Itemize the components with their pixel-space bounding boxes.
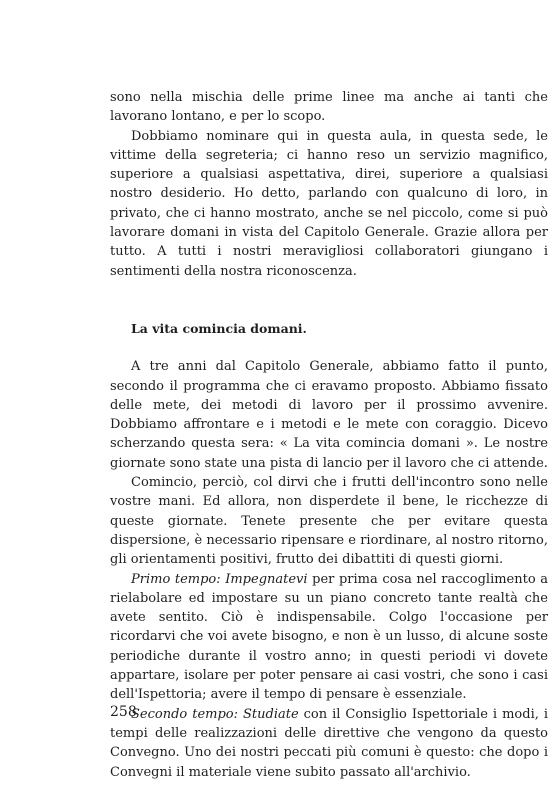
paragraph: Dobbiamo nominare qui in questa aula, in questa sede, le vittime della segreteria; ci hanno reso un servizio magnifico, superiore a qualsiasi aspettativa, direi, superiore a qualsiasi nostro desiderio. Ho detto, parlando con qualcuno di loro, in privato, che ci hanno mostrato, anche se nel piccolo, come si può lavorare domani in vista del Capitolo Generale. Grazie allora per tutto. A tutti i nostri meravigliosi collaboratori giungano i sentimenti della nostra riconoscenza. (110, 128, 548, 279)
secondo-tempo-text: con il Consiglio Ispettoriale i modi, i tempi delle realizzazioni delle direttive che vengono da questo Convegno. Uno dei nostri peccati più comuni è questo: che dopo i Convegni il materiale viene subito passato all'archivio. (110, 706, 549, 780)
paragraph: sono nella mischia delle prime linee ma anche ai tanti che lavorano lontano, e per lo scopo. (110, 90, 548, 125)
page-number: 258 (110, 704, 137, 720)
primo-tempo-text: per prima cosa nel raccoglimento a rielabolare ed impostare su un piano concreto tante realtà che avete sentito. Ciò è indispensabile. Colgo l'occasione per ricordarvi che voi avete bisogno, e non è un lusso, di alcune soste periodiche durante il vostro anno; in questi periodi vi dovete appartare, isolare per poter pensare ai casi vostri, che sono i casi dell'Ispettoria; avere il tempo di pensare è essenziale. (110, 571, 549, 703)
primo-tempo-label: Primo tempo: Impegnatevi (131, 571, 308, 587)
body-text (110, 88, 548, 782)
paragraph-primo-tempo (110, 570, 548, 705)
section-heading: La vita comincia domani. (131, 320, 307, 336)
paragraph: A tre anni dal Capitolo Generale, abbiamo fatto il punto, secondo il programma che ci eravamo proposto. Abbiamo fissato delle mete, dei metodi di lavoro per il prossimo avvenire. Dobbiamo affrontare e i metodi e le mete con coraggio. Dicevo scherzando questa sera: « La vita comincia domani ». Le nostre giornate sono state una pista di lancio per il lavoro che ci attende. (110, 359, 548, 471)
secondo-tempo-label: Secondo tempo: Studiate (131, 706, 299, 722)
paragraph: Comincio, perciò, col dirvi che i frutti dell'incontro sono nelle vostre mani. Ed allora, non disperdete il bene, le ricchezze di queste giornate. Tenete presente che per evitare questa dispersione, è necessario ripensare e riordinare, al nostro ritorno, gli orientamenti positivi, frutto dei dibattiti di questi giorni. (110, 475, 548, 568)
spacer (110, 338, 548, 357)
spacer (110, 281, 548, 319)
paragraph-secondo-tempo (110, 705, 548, 782)
